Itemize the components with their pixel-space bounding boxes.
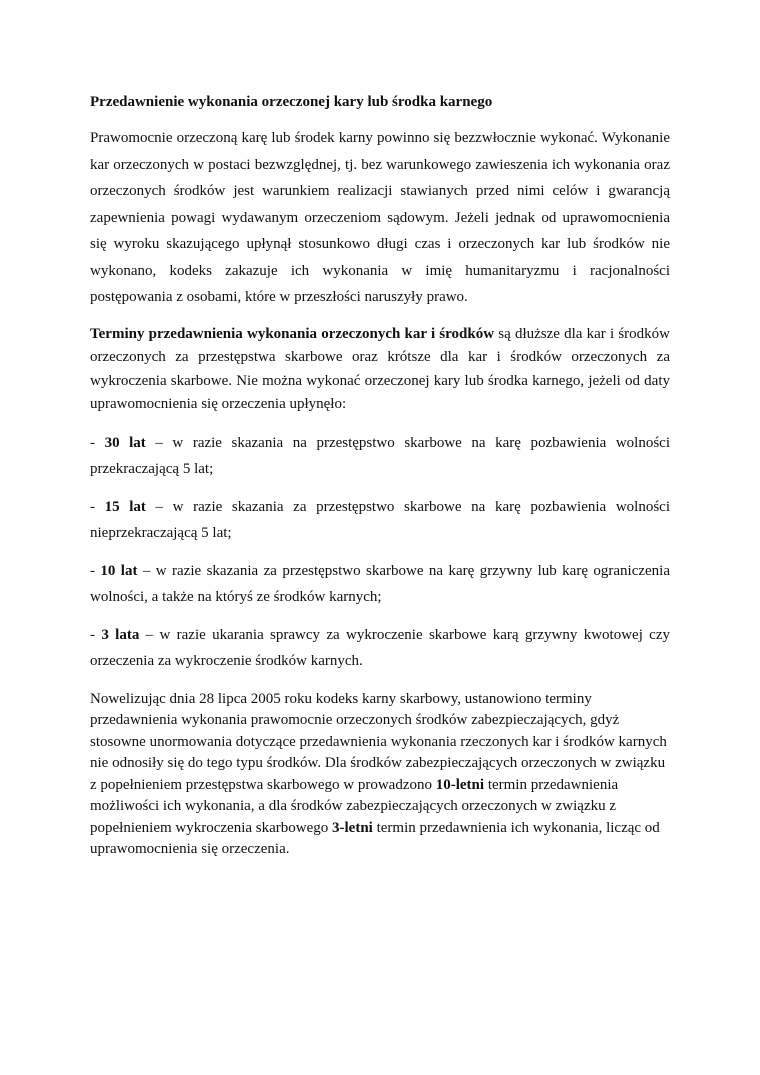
list-item — [90, 430, 670, 483]
document-page — [90, 92, 670, 874]
list-item-text: – w razie skazania za przestępstwo skarbowe na karę grzywny lub karę ograniczenia wolności, a także na któryś ze środków karnych; — [90, 562, 670, 605]
list-item-prefix: - — [90, 626, 102, 643]
document-title: Przedawnienie wykonania orzeczonej kary lub środka karnego — [90, 94, 493, 110]
paragraph-terms — [90, 323, 670, 417]
amendment-text-c: termin przedawnienia ich wykonania, licząc od uprawomocnienia się orzeczenia. — [90, 819, 660, 857]
terms-text: są dłuższe dla kar i środków orzeczonych za przestępstwa skarbowe oraz krótsze dla kar i środków orzeczonych za wykroczenia skarbowe. Nie można wykonać orzeczonej kary lub środka karnego, jeżeli od daty uprawomocnienia się orzeczenia upłynęło: — [90, 325, 670, 412]
list-item-prefix: - — [90, 562, 101, 579]
paragraph-intro: Prawomocnie orzeczoną karę lub środek karny powinno się bezzwłocznie wykonać. Wykonanie kar orzeczonych w postaci bezwzględnej, tj. bez warunkowego zawieszenia ich wykonania oraz orzeczonych środków jest warunkiem realizacji stawianych przed nimi celów i gwarancją zapewnienia powagi wydawanym orzeczeniom sądowym. Jeżeli jednak od uprawomocnienia się wyroku skazującego upłynął stosunkowo długi czas i orzeczonych kar lub środków nie wykonano, kodeks zakazuje ich wykonania w imię humanitaryzmu i racjonalności postępowania z osobami, które w przeszłości naruszyły prawo. — [90, 130, 670, 305]
amendment-text-a: Nowelizując dnia 28 lipca 2005 roku kodeks karny skarbowy, ustanowiono terminy przedawnienia wykonania prawomocnie orzeczonych środków zabezpieczających, gdyż stosowne unormowania dotyczące przedawnienia wykonania rzeczonych kar i środków karnych nie odnosiły się do tego typu środków. Dla środków zabezpieczających orzeczonych w związku z popełnieniem przestępstwa skarbowego w prowadzono — [90, 690, 667, 793]
list-item-text: – w razie skazania na przestępstwo skarbowe na karę pozbawienia wolności przekraczającą 5 lat; — [90, 434, 670, 477]
list-item-term: 10 lat — [100, 562, 138, 579]
list-item-prefix: - — [90, 434, 105, 451]
terms-bold-lead: Terminy przedawnienia wykonania orzeczonych kar i środków — [90, 325, 495, 342]
amendment-bold-a: 10-letni — [435, 776, 485, 793]
list-item-text: – w razie skazania za przestępstwo skarbowe na karę pozbawienia wolności nieprzekraczającą 5 lat; — [90, 498, 670, 541]
amendment-text-b: termin przedawnienia możliwości ich wykonania, a dla środków zabezpieczających orzeczonych w związku z popełnieniem wykroczenia skarbowego — [90, 776, 619, 836]
paragraph-amendment — [90, 689, 670, 861]
list-item-term: 15 lat — [104, 498, 146, 515]
amendment-bold-b: 3-letni — [332, 819, 373, 836]
list-item — [90, 558, 670, 611]
list-item-prefix: - — [90, 498, 105, 515]
list-item — [90, 622, 670, 675]
list-item-term: 30 lat — [104, 434, 146, 451]
list-item — [90, 494, 670, 547]
list-item-text: – w razie ukarania sprawcy za wykroczenie skarbowe karą grzywny kwotowej czy orzeczenia za wykroczenie środków karnych. — [90, 626, 671, 669]
list-item-term: 3 lata — [101, 626, 140, 643]
